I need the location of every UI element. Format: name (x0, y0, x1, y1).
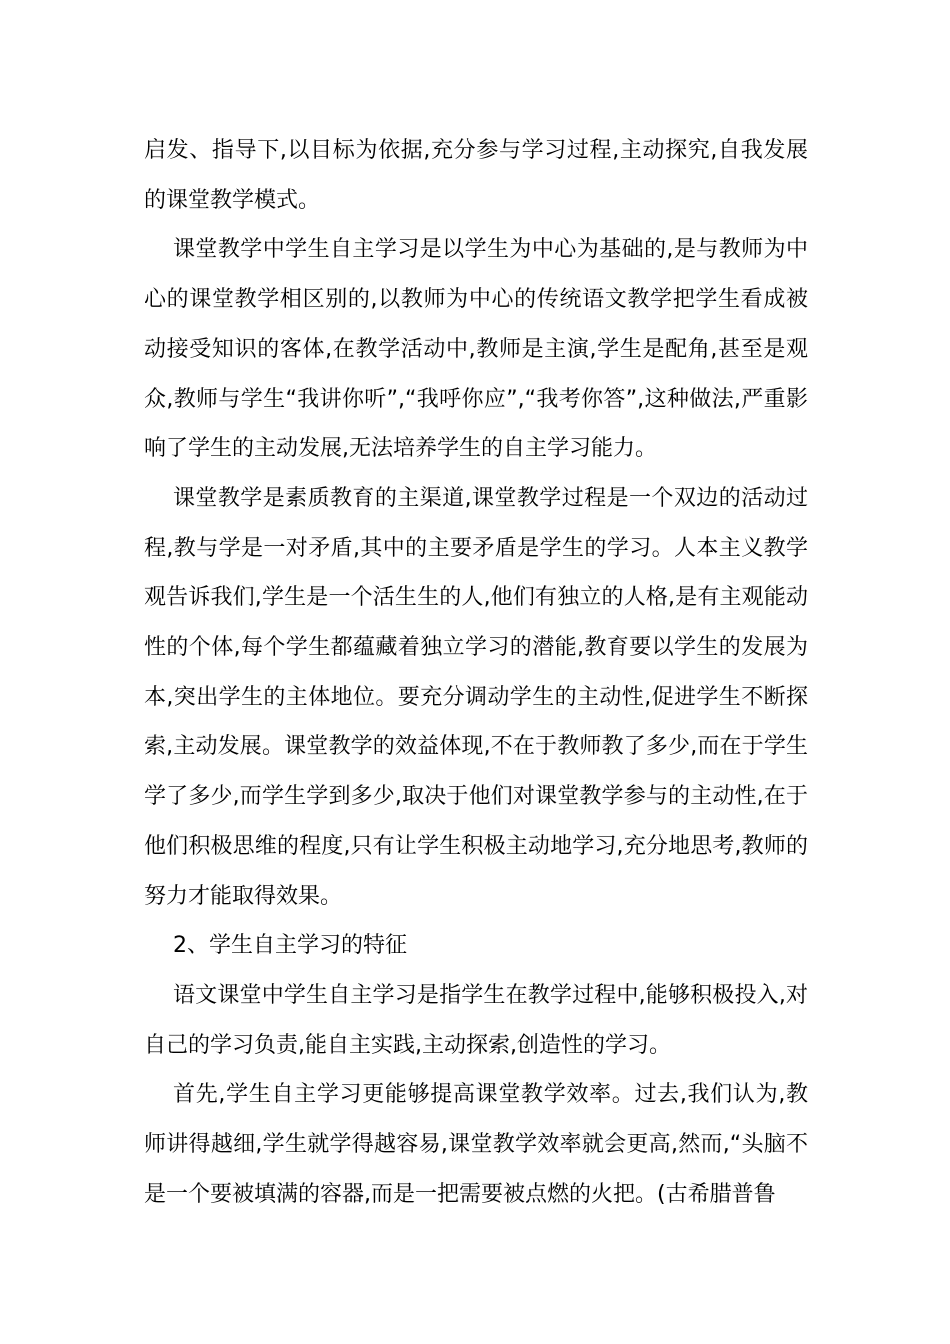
paragraph-definition: 语文课堂中学生自主学习是指学生在教学过程中,能够积极投入,对自己的学习负责,能自主实践,主动探索,创造性的学习。 (144, 982, 808, 1058)
document-body (144, 126, 808, 1219)
paragraph-intro-continuation: 启发、指导下,以目标为依据,充分参与学习过程,主动探究,自我发展的课堂教学模式。 (144, 138, 808, 213)
section-heading-features: 2、学生自主学习的特征 (173, 933, 407, 959)
paragraph-efficiency: 首先,学生自主学习更能够提高课堂教学效率。过去,我们认为,教师讲得越细,学生就学得越容易,课堂教学效率就会更高,然而,“头脑不是一个要被填满的容器,而是一把需要被点燃的火把。(古希腊普鲁 (144, 1082, 808, 1207)
paragraph-teacher-centered: 课堂教学中学生自主学习是以学生为中心为基础的,是与教师为中心的课堂教学相区别的,以教师为中心的传统语文教学把学生看成被动接受知识的客体,在教学活动中,教师是主演,学生是配角,甚至是观众,教师与学生“我讲你听”,“我呼你应”,“我考你答”,这种做法,严重影响了学生的主动发展,无法培养学生的自主学习能力。 (144, 237, 808, 462)
paragraph-quality-education: 课堂教学是素质教育的主渠道,课堂教学过程是一个双边的活动过程,教与学是一对矛盾,其中的主要矛盾是学生的学习。人本主义教学观告诉我们,学生是一个活生生的人,他们有独立的人格,是有主观能动性的个体,每个学生都蕴藏着独立学习的潜能,教育要以学生的发展为本,突出学生的主体地位。要充分调动学生的主动性,促进学生不断探索,主动发展。课堂教学的效益体现,不在于教师教了多少,而在于学生学了多少,而学生学到多少,取决于他们对课堂教学参与的主动性,在于他们积极思维的程度,只有让学生积极主动地学习,充分地思考,教师的努力才能取得效果。 (144, 485, 808, 909)
